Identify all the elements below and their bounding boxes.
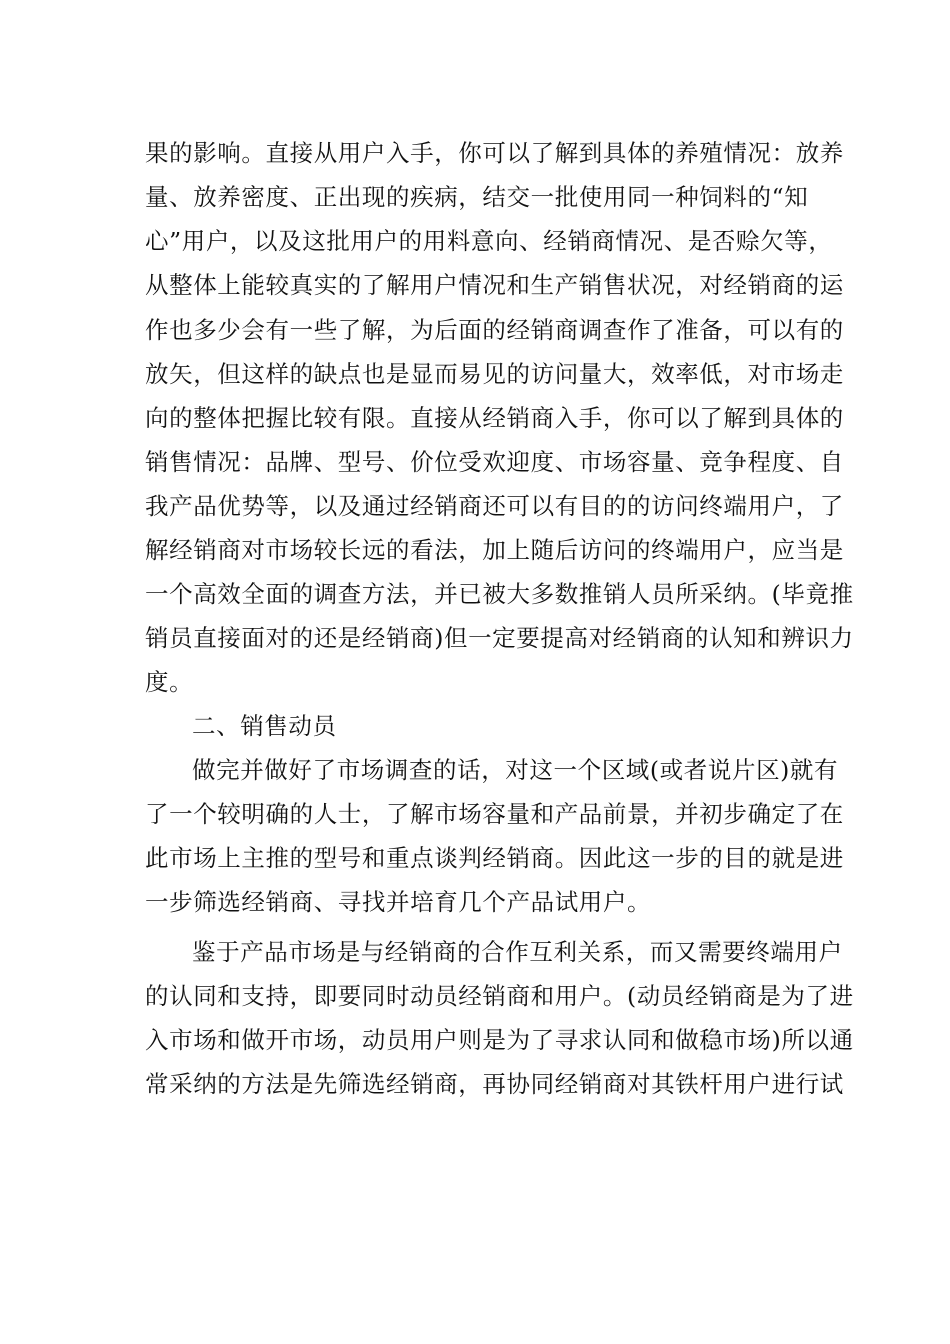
text-line: 我产品优势等，以及通过经销商还可以有目的的访问终端用户，了	[145, 492, 844, 520]
text-line: 向的整体把握比较有限。直接从经销商入手，你可以了解到具体的	[145, 404, 844, 432]
text-line: 心”用户，以及这批用户的用料意向、经销商情况、是否赊欠等，	[145, 227, 833, 255]
text-line: 的认同和支持，即要同时动员经销商和用户。(动员经销商是为了进	[145, 982, 854, 1010]
text-line: 了一个较明确的人士，了解市场容量和产品前景，并初步确定了在	[145, 800, 844, 828]
text-line: 一个高效全面的调查方法，并已被大多数推销人员所采纳。(毕竟推	[145, 580, 854, 608]
text-line: 放矢，但这样的缺点也是显而易见的访问量大，效率低，对市场走	[145, 360, 844, 388]
text-line: 此市场上主推的型号和重点谈判经销商。因此这一步的目的就是进	[145, 844, 844, 872]
text-line: 作也多少会有一些了解，为后面的经销商调查作了准备，可以有的	[145, 316, 844, 344]
text-line: 度。	[145, 668, 194, 696]
text-line: 量、放养密度、正出现的疾病，结交一批使用同一种饲料的“知	[145, 183, 809, 211]
section-heading: 二、销售动员	[192, 712, 337, 740]
text-line: 销售情况：品牌、型号、价位受欢迎度、市场容量、竞争程度、自	[145, 448, 844, 476]
text-line: 果的影响。直接从用户入手，你可以了解到具体的养殖情况：放养	[145, 139, 844, 167]
text-line: 常采纳的方法是先筛选经销商，再协同经销商对其铁杆用户进行试	[145, 1070, 844, 1098]
text-line: 从整体上能较真实的了解用户情况和生产销售状况，对经销商的运	[145, 271, 844, 299]
text-line: 销员直接面对的还是经销商)但一定要提高对经销商的认知和辨识力	[145, 624, 854, 652]
text-line: 解经销商对市场较长远的看法，加上随后访问的终端用户，应当是	[145, 536, 844, 564]
text-line: 做完并做好了市场调查的话，对这一个区域(或者说片区)就有	[192, 756, 839, 784]
text-line: 鉴于产品市场是与经销商的合作互利关系，而又需要终端用户	[192, 938, 843, 966]
text-line: 一步筛选经销商、寻找并培育几个产品试用户。	[145, 888, 652, 916]
text-line: 入市场和做开市场，动员用户则是为了寻求认同和做稳市场)所以通	[145, 1026, 854, 1054]
